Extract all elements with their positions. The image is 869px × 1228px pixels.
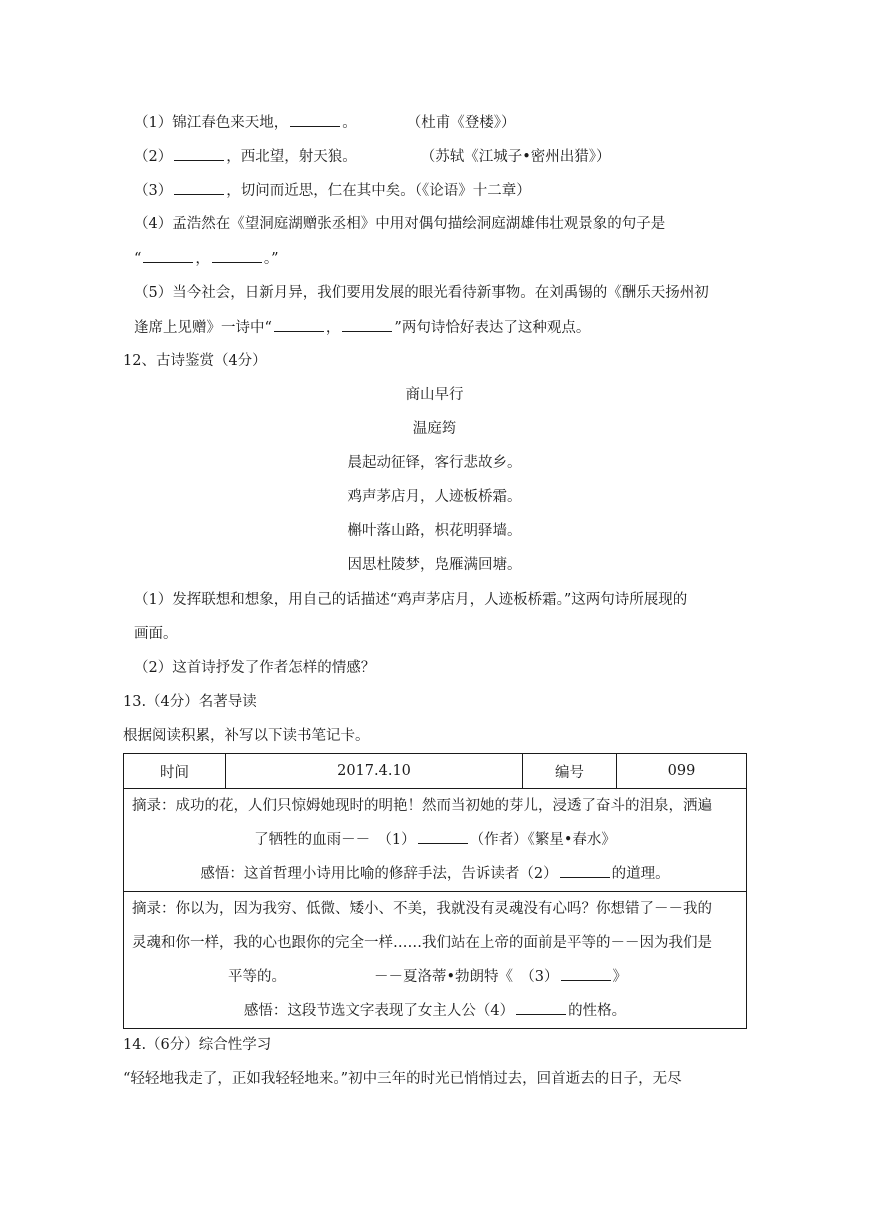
insight-1 bbox=[124, 857, 746, 891]
q12-sub1-line2: 画面。 bbox=[134, 626, 178, 642]
q11-3-text: （3） bbox=[134, 183, 173, 199]
q11-5-text: 逢席上见赠》一诗中“ bbox=[134, 320, 272, 336]
q12-sub1-line1: （1）发挥联想和想象，用自己的话描述“鸡声茅店月，人迹板桥霜。”这两句诗所展现的 bbox=[134, 592, 688, 608]
comma: ， bbox=[195, 251, 210, 267]
q13-intro: 根据阅读积累，补写以下读书笔记卡。 bbox=[123, 728, 370, 744]
q11-item-1 bbox=[134, 112, 515, 133]
q11-item-4-line1: （4）孟浩然在《望洞庭湖赠张丞相》中用对偶句描绘洞庭湖雄伟壮观景象的句子是 bbox=[134, 216, 666, 232]
q11-item-3 bbox=[134, 180, 531, 201]
insight-2-text: 感悟：这段节选文字表现了女主人公（4） bbox=[243, 1003, 515, 1019]
poem-title: 商山早行 bbox=[405, 387, 464, 403]
fill-blank[interactable] bbox=[143, 248, 193, 263]
excerpt-1-text: 了牺牲的血雨－－ （1） bbox=[254, 832, 416, 848]
poem-author: 温庭筠 bbox=[412, 421, 457, 437]
q11-item-5-line2 bbox=[134, 317, 590, 338]
q12-heading: 12、古诗鉴赏（4分） bbox=[123, 353, 267, 369]
excerpt-2-source: －－夏洛蒂•勃朗特《 （3） bbox=[374, 969, 559, 985]
fill-blank[interactable] bbox=[290, 112, 340, 127]
fill-blank[interactable] bbox=[274, 317, 324, 332]
q11-2-source: （苏轼《江城子•密州出猎》） bbox=[420, 149, 611, 165]
q11-1-source: （杜甫《登楼》） bbox=[406, 115, 516, 131]
value-number: 099 bbox=[617, 754, 747, 789]
excerpt-2-line3 bbox=[124, 960, 746, 994]
quote-open: “ bbox=[134, 251, 142, 267]
q11-3-after: ，切问而近思，仁在其中矣。（《论语》十二章） bbox=[226, 183, 531, 199]
fill-blank[interactable] bbox=[212, 248, 262, 263]
label-time: 时间 bbox=[124, 754, 226, 789]
value-time: 2017.4.10 bbox=[226, 754, 523, 789]
excerpt-1-line2 bbox=[124, 823, 746, 857]
excerpt-2-line2: 灵魂和你一样，我的心也跟你的完全一样……我们站在上帝的面前是平等的－－因为我们是 bbox=[132, 935, 712, 951]
excerpt-2-line1: 摘录：你以为，因为我穷、低微、矮小、不美，我就没有灵魂没有心吗？你想错了－－我的 bbox=[132, 901, 712, 917]
q12-sub2: （2）这首诗抒发了作者怎样的情感？ bbox=[134, 660, 376, 676]
q11-1-after: 。 bbox=[342, 115, 357, 131]
excerpt-2-text: 平等的。 bbox=[228, 969, 286, 985]
q13-heading: 13.（4分）名著导读 bbox=[123, 694, 257, 710]
q11-1-text: （1）锦江春色来天地， bbox=[134, 115, 289, 131]
q14-heading: 14.（6分）综合性学习 bbox=[123, 1037, 272, 1053]
fill-blank[interactable] bbox=[174, 180, 224, 195]
poem-line: 槲叶落山路，枳花明驿墙。 bbox=[347, 523, 522, 539]
table-row bbox=[124, 892, 747, 1029]
insight-1-text: 感悟：这首哲理小诗用比喻的修辞手法，告诉读者（2） bbox=[200, 866, 558, 882]
q11-5-after: ”两句诗恰好表达了这种观点。 bbox=[394, 320, 591, 336]
q11-item-2 bbox=[134, 146, 611, 167]
poem-line: 晨起动征铎，客行悲故乡。 bbox=[347, 455, 522, 471]
excerpt-1-source: （作者）《繁星•春水》 bbox=[469, 832, 616, 848]
insight-1-after: 的道理。 bbox=[611, 866, 670, 882]
table-header-row bbox=[124, 754, 747, 789]
q11-item-5-line1: （5）当今社会，日新月异，我们要用发展的眼光看待新事物。在刘禹锡的《酬乐天扬州初 bbox=[134, 285, 709, 301]
fill-blank[interactable] bbox=[342, 317, 392, 332]
fill-blank[interactable] bbox=[516, 1000, 566, 1015]
insight-2-after: 的性格。 bbox=[568, 1003, 627, 1019]
q11-item-4-line2 bbox=[134, 248, 279, 269]
insight-2 bbox=[124, 994, 746, 1028]
fill-blank[interactable] bbox=[560, 863, 610, 878]
excerpt-2-close: 》 bbox=[612, 969, 628, 985]
q11-2-after: ，西北望，射天狼。 bbox=[226, 149, 357, 165]
table-row bbox=[124, 789, 747, 892]
fill-blank[interactable] bbox=[418, 829, 468, 844]
comma: ， bbox=[325, 320, 341, 336]
excerpt-1-line1: 摘录：成功的花，人们只惊姆她现时的明艳！然而当初她的芽儿，浸透了奋斗的泪泉，洒遍 bbox=[132, 798, 712, 814]
label-number: 编号 bbox=[523, 754, 617, 789]
poem-line: 因思杜陵梦，凫雁满回塘。 bbox=[347, 557, 522, 573]
excerpt-cell-1 bbox=[124, 789, 747, 892]
excerpt-cell-2 bbox=[124, 892, 747, 1029]
poem-line: 鸡声茅店月，人迹板桥霜。 bbox=[347, 489, 522, 505]
quote-close: 。” bbox=[263, 251, 279, 267]
fill-blank[interactable] bbox=[561, 966, 611, 981]
reading-notes-card bbox=[123, 753, 747, 1029]
q11-2-text: （2） bbox=[134, 149, 173, 165]
fill-blank[interactable] bbox=[174, 146, 224, 161]
q14-line1: “轻轻地我走了，正如我轻轻地来。”初中三年的时光已悄悄过去，回首逝去的日子，无尽 bbox=[123, 1071, 682, 1087]
